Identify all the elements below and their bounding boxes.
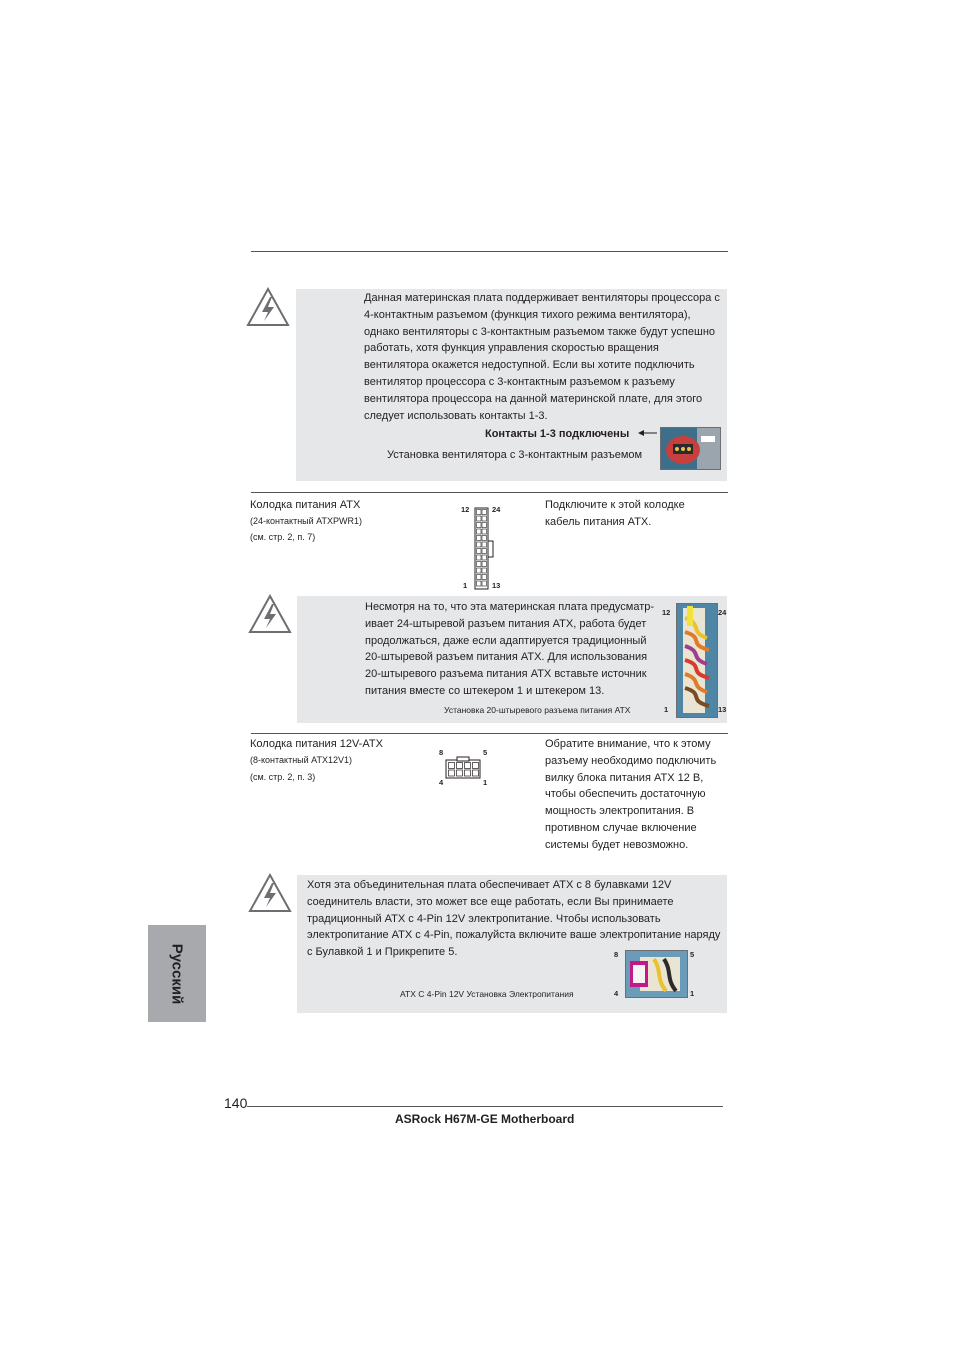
arrow-left-icon bbox=[638, 429, 658, 437]
atx-photo-pin-13: 13 bbox=[718, 705, 727, 714]
atx12v-note-caption: ATX С 4-Pin 12V Установка Электропитания bbox=[400, 989, 574, 999]
warning-lightning-icon bbox=[248, 873, 292, 913]
atx-note-text: Несмотря на то, что эта материнская плата предусматр- ивает 24-штыревой разъем питания ATX, работа будет продолжаться, даже если адаптируется традиционный 20-штыревой разъем питания ATX. Для использования 20-штыревого разъема питания ATX вставьте источник питания вместе со штекером 1 и штекером 13. bbox=[365, 601, 655, 697]
atx-note-caption: Установка 20-штыревого разъема питания ATX bbox=[444, 705, 631, 715]
footer-product: ASRock H67M-GE Motherboard bbox=[395, 1112, 575, 1126]
section-rule bbox=[251, 733, 728, 734]
language-side-tab-label: Русский bbox=[168, 943, 186, 1004]
atx-photo-pin-1: 1 bbox=[664, 705, 669, 714]
atx-power-title: Колодка питания ATX bbox=[250, 499, 361, 511]
atx-pin-13: 13 bbox=[492, 581, 501, 590]
atx-pin-1: 1 bbox=[463, 581, 468, 590]
warning-lightning-icon bbox=[248, 594, 292, 634]
page-number: 140 bbox=[224, 1095, 248, 1111]
atx12v-pin-4: 4 bbox=[439, 778, 444, 787]
atx12v-pin-5: 5 bbox=[483, 748, 488, 757]
atx-photo-pin-24: 24 bbox=[718, 608, 727, 617]
fan-connector-photo bbox=[660, 427, 721, 470]
warning-lightning-icon bbox=[246, 287, 290, 327]
atx-photo-pin-12: 12 bbox=[662, 608, 671, 617]
atx-pin-12: 12 bbox=[461, 505, 470, 514]
atx12v-photo-pin-4: 4 bbox=[614, 989, 619, 998]
atx12v-pin-1: 1 bbox=[483, 778, 488, 787]
language-side-tab bbox=[148, 925, 206, 1022]
atx-power-ref: (см. стр. 2, п. 7) bbox=[250, 532, 316, 542]
atx-24pin-connector-diagram bbox=[473, 507, 495, 590]
atx12v-photo-pin-1: 1 bbox=[690, 989, 695, 998]
atx12v-title: Колодка питания 12V-ATX bbox=[250, 738, 383, 750]
fan-pins-label: Контакты 1-3 подключены bbox=[485, 428, 630, 440]
atx12v-8pin-connector-diagram bbox=[445, 756, 481, 780]
atx12v-note-text: Хотя эта объединительная плата обеспечивает ATX с 8 булавками 12V соединитель власти, это может все еще работать, если Вы принимаете традиционный ATX с 4-Pin 12V электропитание. Чтобы использовать электропитание ATX с 4-Pin, пожалуйста включите ваше электропитание наряду с Булавкой 1 и Прикрепите 5. bbox=[307, 879, 721, 959]
atx12v-photo-pin-5: 5 bbox=[690, 950, 695, 959]
atx12v-connector: (8-контактный ATX12V1) bbox=[250, 755, 353, 765]
atx12v-photo-pin-8: 8 bbox=[614, 950, 619, 959]
atx-power-connector: (24-контактный ATXPWR1) bbox=[250, 516, 363, 526]
atx12v-ref: (см. стр. 2, п. 3) bbox=[250, 772, 316, 782]
top-rule bbox=[251, 251, 728, 252]
atx12v-description: Обратите внимание, что к этому разъему необходимо подключить вилку блока питания ATX 12 В, чтобы обеспечить достаточную мощность электропитания. В противном случае включение системы будет невозможно. bbox=[545, 738, 717, 851]
section-rule bbox=[251, 492, 728, 493]
atx-20pin-photo bbox=[676, 603, 718, 718]
fan-note-text: Данная материнская плата поддерживает вентиляторы процессора с 4-контактным разъемом (функция тихого режима вентилятора), однако вентиляторы с 3-контактным разъемом также будут успешно работать, хотя функция управления скоростью вращения вентилятора окажется недоступной. Если вы хотите подключить вентилятор процессора с 3-контактным разъемом к разъему вентилятора процессора на данной материнской плате, для этого следует использовать контакты 1-3. bbox=[364, 292, 720, 422]
atx-power-description: Подключите к этой колодке кабель питания ATX. bbox=[545, 499, 685, 528]
footer-rule bbox=[247, 1106, 723, 1107]
atx12v-pin-8: 8 bbox=[439, 748, 444, 757]
fan-caption: Установка вентилятора с 3-контактным разъемом bbox=[387, 449, 643, 461]
atx-pin-24: 24 bbox=[492, 505, 501, 514]
atx12v-4pin-photo bbox=[625, 950, 688, 998]
